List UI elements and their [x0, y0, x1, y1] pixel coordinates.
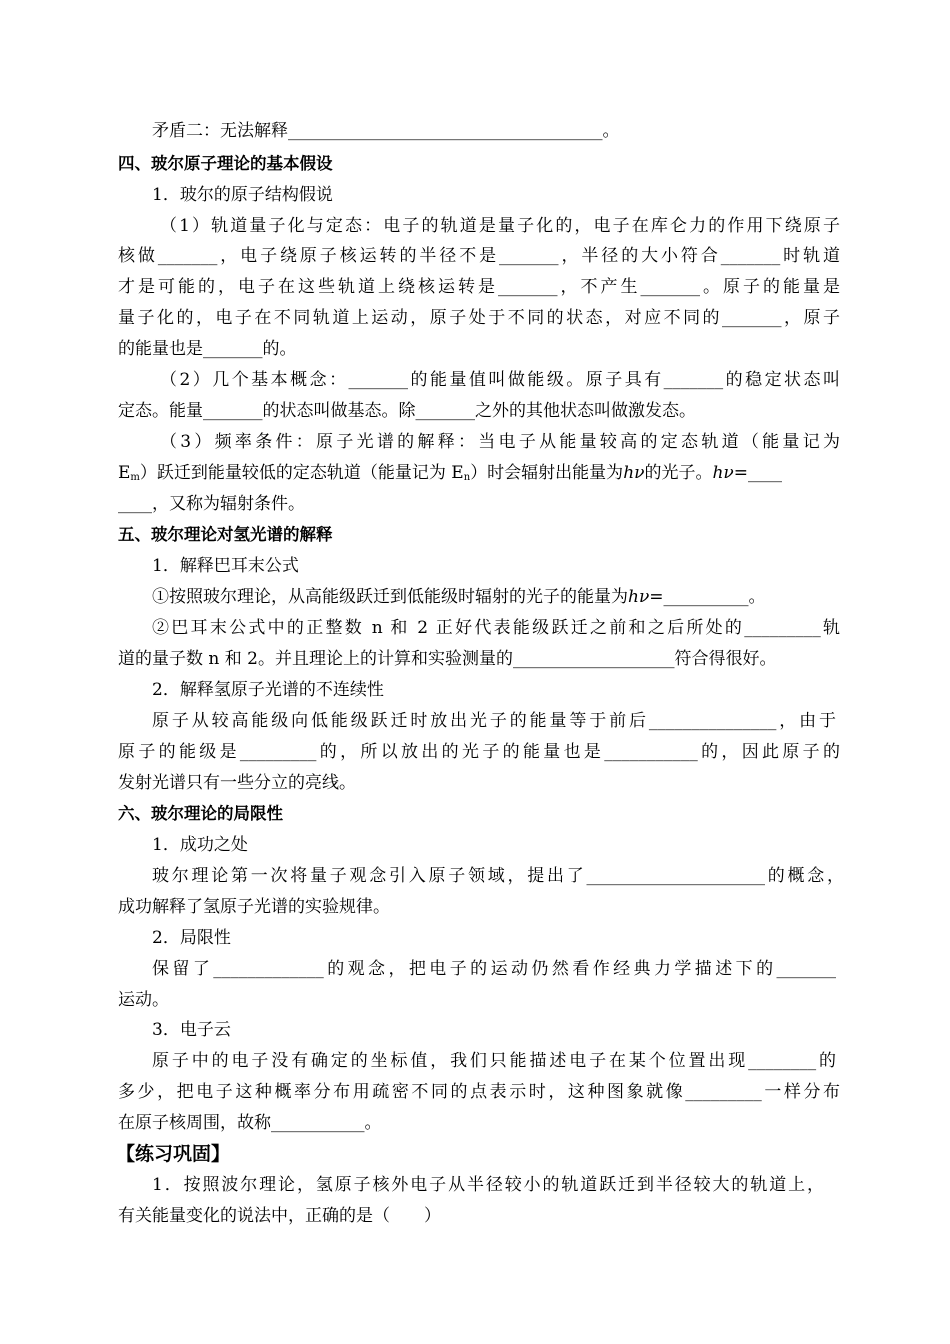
question-text-line: 有关能量变化的说法中，正确的是（ ） [118, 1206, 441, 1226]
hv-symbol: hν [628, 587, 650, 607]
text-line: 发射光谱只有一些分立的亮线。 [118, 773, 356, 793]
section-heading-bohr-postulates: 四、玻尔原子理论的基本假设 [118, 154, 333, 173]
text-fragment: ）时会辐射出能量为 [470, 463, 624, 483]
subheading-electron-cloud: 3．电子云 [152, 1020, 231, 1040]
text-line: 道的量子数 n 和 2。并且理论上的计算和实验测量的___________________符合得很好。 [118, 649, 777, 669]
text-line-balmer-energy [152, 586, 842, 608]
section-heading-limitations: 六、玻尔理论的局限性 [118, 804, 283, 823]
text-line: 原子中的电子没有确定的坐标值，我们只能描述电子在某个位置出现________的 [152, 1051, 836, 1071]
text-line: 原子从较高能级向低能级跃迁时放出光子的能量等于前后_______________，由于 [152, 711, 836, 731]
text-line: ____，又称为辐射条件。 [118, 494, 305, 514]
text-line: 成功解释了氢原子光谱的实验规律。 [118, 897, 390, 917]
text-line: 量子化的，电子在不同轨道上运动，原子处于不同的状态，对应不同的_______，原子 [118, 308, 840, 328]
text-line: 运动。 [118, 990, 169, 1010]
text-fragment: =____ [733, 463, 783, 483]
question-text-line: 1．按照波尔理论，氢原子核外电子从半径较小的轨道跃迁到半径较大的轨道上， [152, 1175, 824, 1195]
subheading-balmer-formula: 1．解释巴耳末公式 [152, 556, 299, 576]
subheading-success: 1．成功之处 [152, 835, 248, 855]
section-heading-hydrogen-spectrum: 五、玻尔理论对氢光谱的解释 [118, 525, 333, 544]
subheading-atomic-structure-hypothesis: 1．玻尔的原子结构假说 [152, 185, 333, 205]
text-line: （1）轨道量子化与定态：电子的轨道是量子化的，电子在库仑力的作用下绕原子 [160, 216, 840, 236]
text-line: 在原子核周围，故称___________。 [118, 1113, 382, 1133]
text-line-frequency-condition [118, 462, 840, 484]
energy-symbol: E [118, 463, 131, 483]
text-line: （3）频率条件：原子光谱的解释：当电子从能量较高的定态轨道（能量记为 [160, 432, 840, 452]
text-fragment: 的光子。 [644, 463, 713, 483]
text-line-contradiction-two: 矛盾二：无法解释_____________________________________。 [152, 121, 620, 141]
subscript-m: m [130, 472, 140, 483]
text-line: （2）几个基本概念：_______的能量值叫做能级。原子具有_______的稳定状态叫 [160, 370, 840, 390]
text-line: 保留了_____________的观念，把电子的运动仍然看作经典力学描述下的_______ [152, 959, 836, 979]
text-fragment: ）跃迁到能量较低的定态轨道（能量记为 E [139, 463, 464, 483]
subscript-n: n [463, 472, 471, 483]
text-line: 核做_______，电子绕原子核运转的半径不是_______，半径的大小符合_______时轨道 [118, 246, 840, 266]
text-fragment: =__________。 [649, 587, 766, 607]
hv-symbol: hν [712, 463, 734, 483]
hv-symbol: hν [623, 463, 645, 483]
subheading-discontinuity: 2．解释氢原子光谱的不连续性 [152, 680, 384, 700]
text-line: ②巴耳末公式中的正整数 n 和 2 正好代表能级跃迁之前和之后所处的_________轨 [152, 618, 840, 638]
text-line: 才是可能的，电子在这些轨道上绕核运转是_______，不产生_______。原子的能量是 [118, 277, 840, 297]
text-line: 的能量也是_______的。 [118, 339, 297, 359]
text-fragment: ①按照玻尔理论，从高能级跃迁到低能级时辐射的光子的能量为 [152, 587, 628, 607]
text-line: 原子的能级是_________的，所以放出的光子的能量也是___________的，因此原子的 [118, 742, 840, 762]
subheading-limitation: 2．局限性 [152, 928, 231, 948]
text-line: 多少，把电子这种概率分布用疏密不同的点表示时，这种图象就像_________一样分布 [118, 1082, 840, 1102]
text-line: 玻尔理论第一次将量子观念引入原子领域，提出了_____________________的概念， [152, 866, 844, 886]
text-line: 定态。能量_______的状态叫做基态。除_______之外的其他状态叫做激发态。 [118, 401, 696, 421]
section-heading-practice: 【练习巩固】 [116, 1143, 231, 1165]
